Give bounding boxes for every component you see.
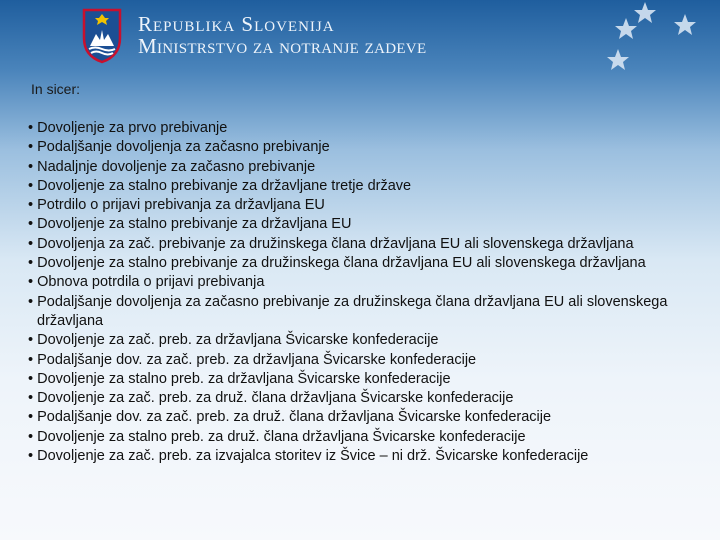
list-item: • Potrdilo o prijavi prebivanja za državljana EU (28, 196, 668, 215)
list-item: • Dovoljenje za prvo prebivanje (28, 119, 668, 138)
eu-stars-icon (600, 0, 720, 100)
header-title-ministry: Ministrstvo za notranje zadeve (138, 34, 427, 58)
list-item: • Podaljšanje dov. za zač. preb. za državljana Švicarske konfederacije (28, 351, 668, 370)
list-item: • Obnova potrdila o prijavi prebivanja (28, 273, 668, 292)
permit-list (28, 119, 668, 466)
header-title-republic: Republika Slovenija (138, 12, 335, 36)
header (0, 0, 720, 70)
list-item: • Dovoljenje za stalno prebivanje za državljana EU (28, 215, 668, 234)
list-item: • Dovoljenje za stalno prebivanje za družinskega člana državljana EU ali slovenskega državljana (28, 254, 668, 273)
list-item: • Dovoljenje za zač. preb. za druž. člana državljana Švicarske konfederacije (28, 389, 668, 408)
list-item: • Dovoljenje za zač. preb. za državljana Švicarske konfederacije (28, 331, 668, 350)
intro-text: In sicer: (31, 81, 81, 97)
list-item: • Podaljšanje dov. za zač. preb. za druž. člana državljana Švicarske konfederacije (28, 408, 668, 427)
list-item: • Nadaljnje dovoljenje za začasno prebivanje (28, 158, 668, 177)
coat-of-arms-icon (82, 8, 122, 64)
list-item: • Dovoljenja za zač. prebivanje za družinskega člana državljana EU ali slovenskega državljana (28, 235, 668, 254)
list-item: • Dovoljenje za stalno prebivanje za državljane tretje države (28, 177, 668, 196)
list-item: • Dovoljenje za stalno preb. za druž. člana državljana Švicarske konfederacije (28, 428, 668, 447)
list-item: • Dovoljenje za stalno preb. za državljana Švicarske konfederacije (28, 370, 668, 389)
list-item: • Podaljšanje dovoljenja za začasno prebivanje (28, 138, 668, 157)
list-item: • Dovoljenje za zač. preb. za izvajalca storitev iz Švice – ni drž. Švicarske konfederacije (28, 447, 668, 466)
list-item: • Podaljšanje dovoljenja za začasno prebivanje za družinskega člana državljana EU ali slovenskega državljana (28, 293, 668, 332)
